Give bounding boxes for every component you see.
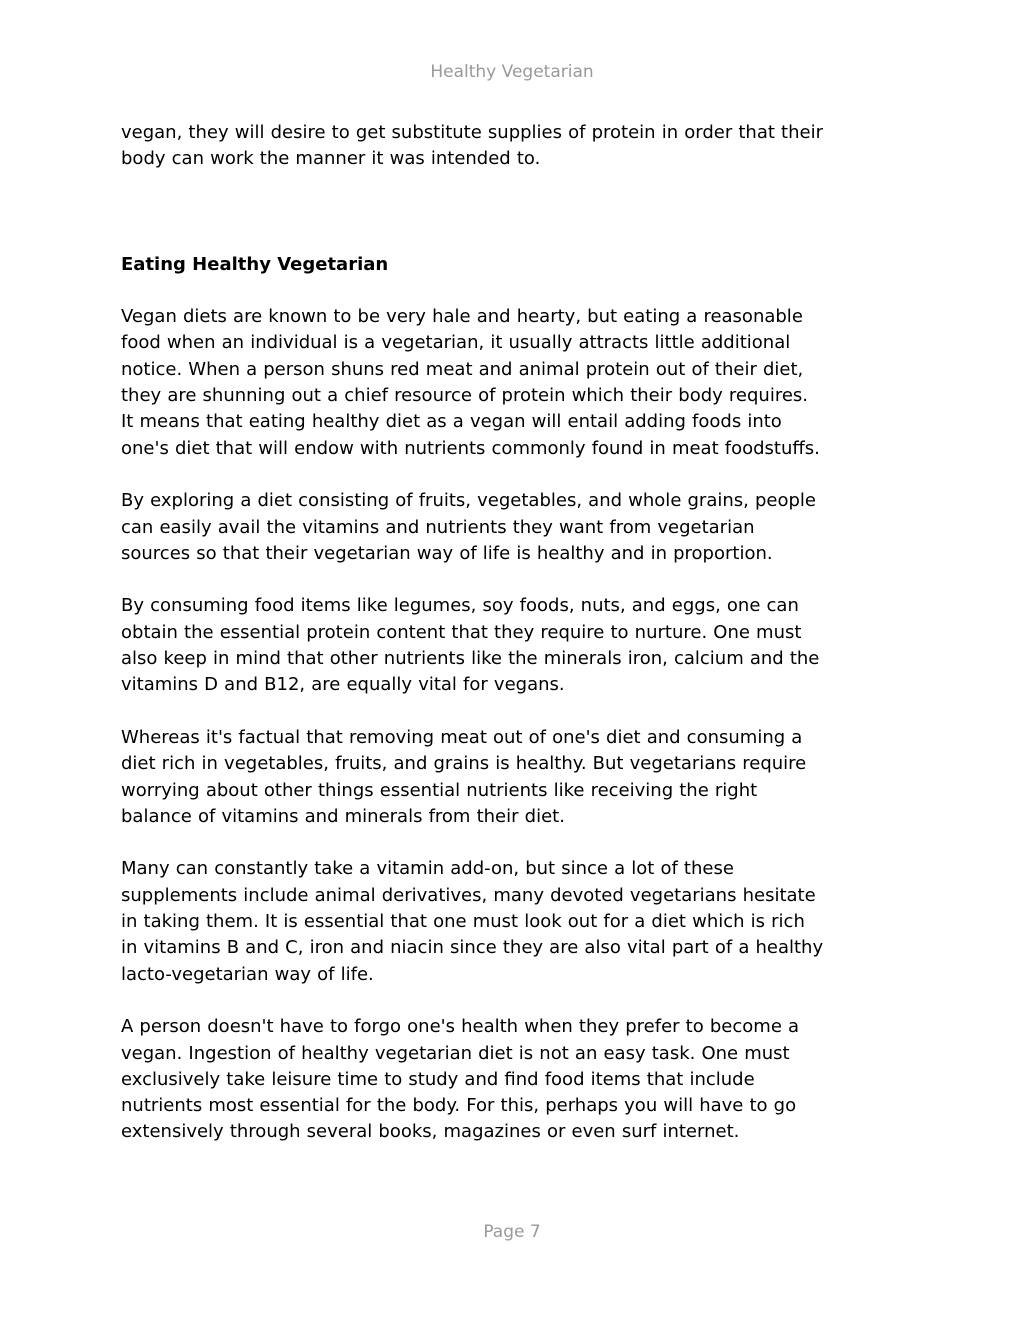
body-paragraph-3: By consuming food items like legumes, soy foods, nuts, and eggs, one can obtain the essential protein content that they require to nurture. One must also keep in mind that other nutrients like the minerals iron, calcium and the vitamins D and B12, are equally vital for vegans. <box>121 595 820 696</box>
page-body <box>121 120 921 1172</box>
body-paragraph-4: Whereas it's factual that removing meat out of one's diet and consuming a diet rich in vegetables, fruits, and grains is healthy. But vegetarians require worrying about other things essential nutrients like receiving the right balance of vitamins and minerals from their diet. <box>121 726 807 827</box>
continued-paragraph: vegan, they will desire to get substitute supplies of protein in order that their body can work the manner it was intended to. <box>121 122 823 170</box>
page-number: Page 7 <box>483 1222 541 1242</box>
running-header: Healthy Vegetarian <box>430 62 594 82</box>
body-paragraph-6: A person doesn't have to forgo one's health when they prefer to become a vegan. Ingestion of healthy vegetarian diet is not an easy task. One must exclusively take leisure time to study and find food items that include nutrients most essential for the body. For this, perhaps you will have to go extensively through several books, magazines or even surf internet. <box>121 1016 800 1143</box>
body-paragraph-2: By exploring a diet consisting of fruits, vegetables, and whole grains, people can easily avail the vitamins and nutrients they want from vegetarian sources so that their vegetarian way of life is healthy and in proportion. <box>121 490 817 564</box>
section-heading: Eating Healthy Vegetarian <box>121 253 389 275</box>
body-paragraph-1: Vegan diets are known to be very hale and hearty, but eating a reasonable food when an individual is a vegetarian, it usually attracts little additional notice. When a person shuns red meat and animal protein out of their diet, they are shunning out a chief resource of protein which their body requires. It means that eating healthy diet as a vegan will entail adding foods into one's diet that will endow with nutrients commonly found in meat foodstuffs. <box>121 306 820 459</box>
body-paragraph-5: Many can constantly take a vitamin add-on, but since a lot of these supplements include animal derivatives, many devoted vegetarians hesitate in taking them. It is essential that one must look out for a diet which is rich in vitamins B and C, iron and niacin since they are also vital part of a healthy lacto-vegetarian way of life. <box>121 858 824 985</box>
